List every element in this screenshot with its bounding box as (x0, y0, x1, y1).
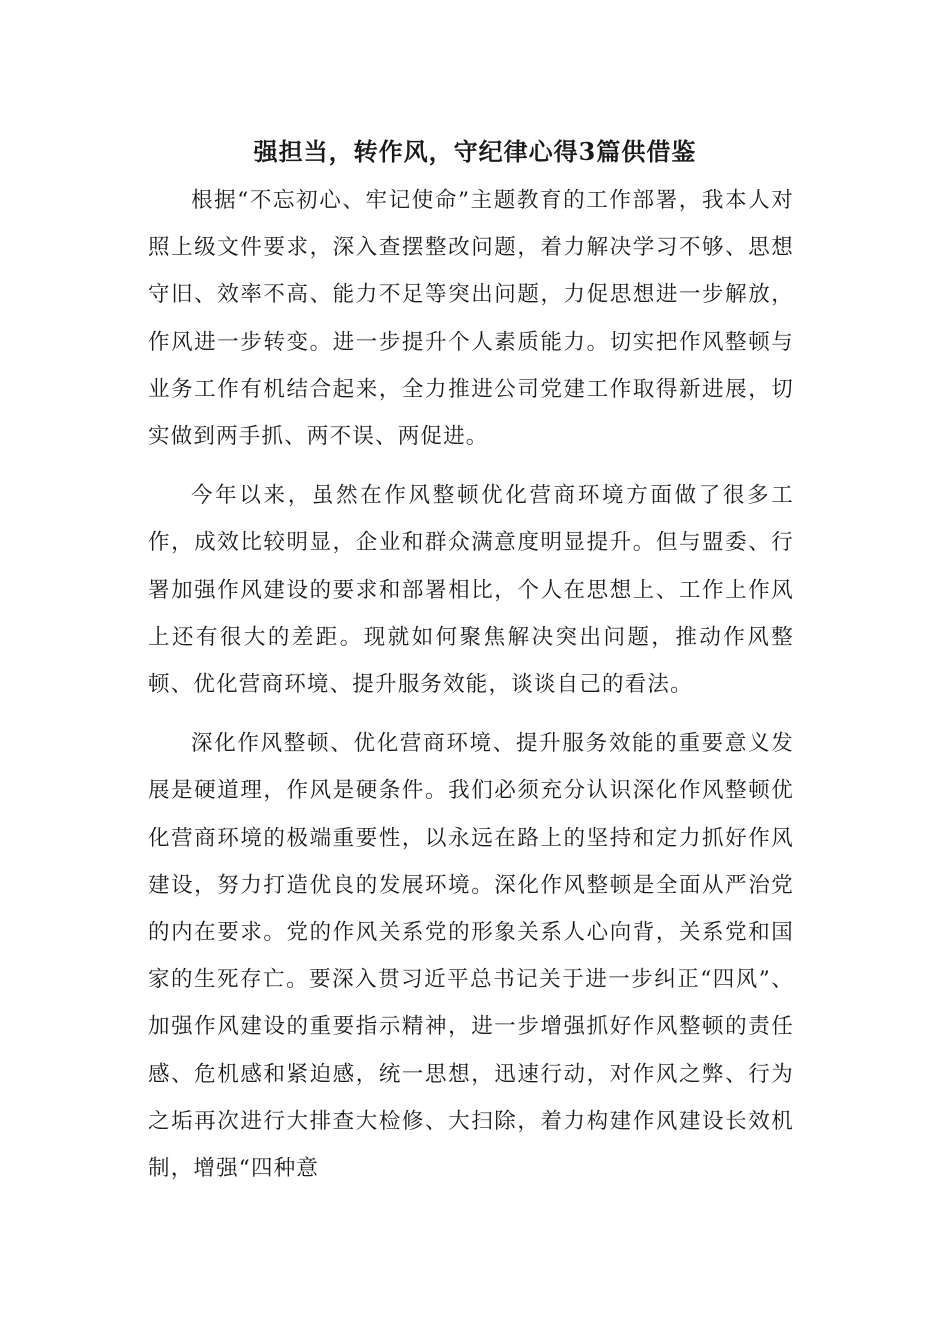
paragraph-1: 根据“不忘初心、牢记使命”主题教育的工作部署，我本人对照上级文件要求，深入查摆整改问题，着力解决学习不够、思想守旧、效率不高、能力不足等突出问题，力促思想进一步解放，作风进一步转变。进一步提升个人素质能力。切实把作风整顿与业务工作有机结合起来，全力推进公司党建工作取得新进展，切实做到两手抓、两不误、两促进。 (148, 188, 794, 450)
paragraph-3: 深化作风整顿、优化营商环境、提升服务效能的重要意义发展是硬道理，作风是硬条件。我们必须充分认识深化作风整顿优化营商环境的极端重要性，以永远在路上的坚持和定力抓好作风建设，努力打造优良的发展环境。深化作风整顿是全面从严治党的内在要求。党的作风关系党的形象关系人心向背，关系党和国家的生死存亡。要深入贯习近平总书记关于进一步纠正“四风”、加强作风建设的重要指示精神，进一步增强抓好作风整顿的责任感、危机感和紧迫感，统一思想，迅速行动，对作风之弊、行为之垢再次进行大排查大检修、大扫除，着力构建作风建设长效机制，增强“四种意 (148, 731, 794, 1182)
document-body (148, 177, 794, 1204)
document-title: 强担当，转作风，守纪律心得3篇供借鉴 (253, 137, 697, 166)
paragraph-2: 今年以来，虽然在作风整顿优化营商环境方面做了很多工作，成效比较明显，企业和群众满意度明显提升。但与盟委、行署加强作风建设的要求和部署相比，个人在思想上、工作上作风上还有很大的差距。现就如何聚焦解决突出问题，推动作风整顿、优化营商环境、提升服务效能，谈谈自己的看法。 (148, 483, 794, 698)
